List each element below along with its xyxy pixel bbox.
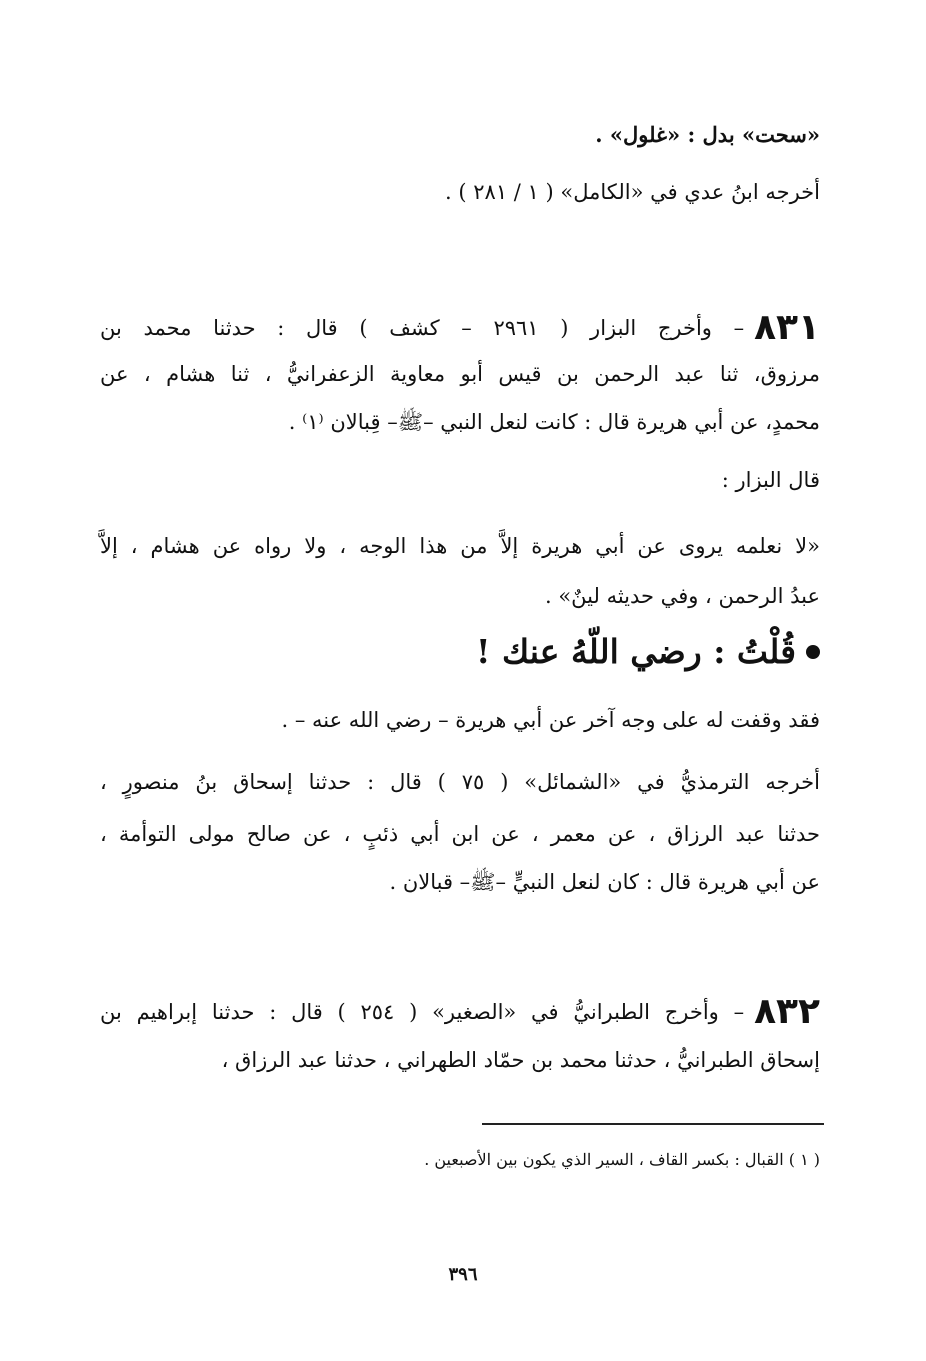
heading-text: قُلْتُ : رضي اللّهُ عنك ! [476, 632, 796, 671]
entry-832-line-2: إسحاق الطبرانيُّ ، حدثنا محمد بن حمّاد الطهراني ، حدثنا عبد الرزاق ، [221, 1048, 820, 1072]
text-line-bazzar: قال البزار : [721, 468, 820, 492]
entry-831-line-2: مرزوق، ثنا عبد الرحمن بن قيس أبو معاوية الزعفرانيُّ ، ثنا هشام ، عن [100, 362, 820, 386]
entry-832-line-1 [100, 990, 820, 1033]
quote-line-2: عبدُ الرحمن ، وفي حديثه لينٌ» . [544, 584, 820, 608]
text-line-10: أخرجه الترمذيُّ في «الشمائل» ( ٧٥ ) قال : حدثنا إسحاق بنُ منصورٍ ، [100, 770, 820, 794]
text-line-11: حدثنا عبد الرزاق ، عن معمر ، عن ابن أبي ذئبٍ ، عن صالح مولى التوأمة ، [100, 822, 820, 846]
footnote-divider [482, 1123, 824, 1125]
entry-number-831: ٨٣١ [754, 307, 820, 348]
entry-number-832: ٨٣٢ [754, 991, 820, 1032]
entry-831-line-1 [100, 306, 820, 349]
text-line-2: أخرجه ابنُ عدي في «الكامل» ( ١ / ٢٨١ ) . [445, 180, 820, 204]
entry-831-text: – وأخرج البزار ( ٢٩٦١ – كشف ) قال : حدثنا محمد بن [100, 316, 745, 340]
text-line-9: فقد وقفت له على وجه آخر عن أبي هريرة – رضي الله عنه – . [281, 708, 820, 732]
entry-832-text: – وأخرج الطبرانيُّ في «الصغير» ( ٢٥٤ ) قال : حدثنا إبراهيم بن [100, 1000, 745, 1024]
text-line-1: «سحت» بدل : «غلول» . [595, 122, 820, 147]
entry-831-line-3: محمدٍ، عن أبي هريرة قال : كانت لنعل النبي –ﷺ– قِبالان ⁽١⁾ . [288, 410, 820, 434]
footnote: ( ١ ) القبال : بكسر القاف ، السير الذي يكون بين الأصبعين . [424, 1150, 820, 1169]
page-number: ٣٩٦ [448, 1264, 478, 1285]
bullet-icon [806, 645, 820, 659]
section-heading [476, 632, 820, 671]
text-line-12: عن أبي هريرة قال : كان لنعل النبيٍّ –ﷺ– قبالان . [389, 870, 820, 894]
quote-line-1: «لا نعلمه يروى عن أبي هريرة إلاَّ من هذا الوجه ، ولا رواه عن هشام ، إلاَّ [100, 534, 820, 558]
